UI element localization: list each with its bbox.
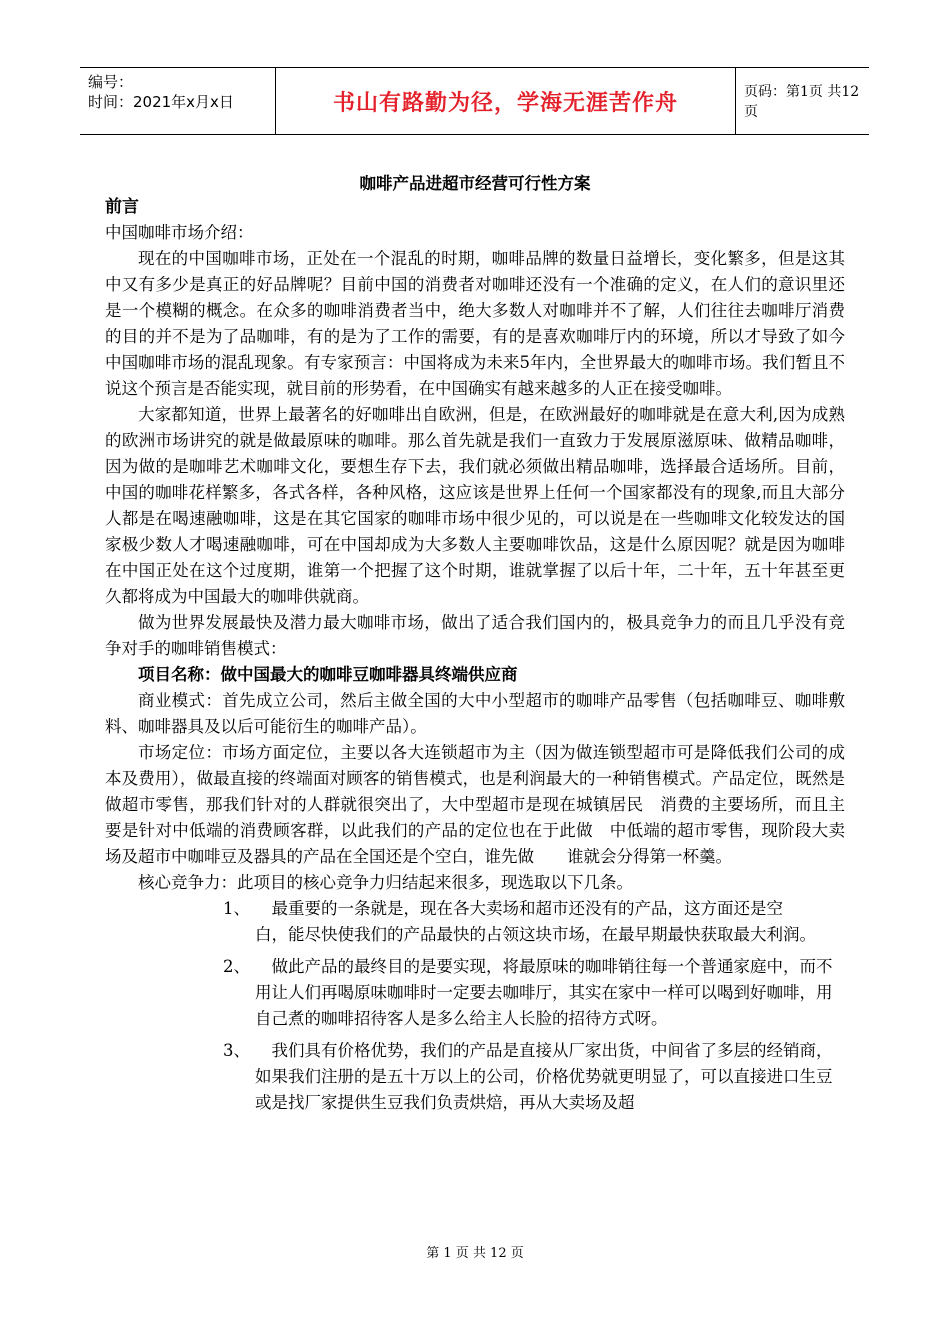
list-item-text: 我们具有价格优势，我们的产品是直接从厂家出货，中间省了多层的经销商，如果我们注册的是五十万以上的公司，价格优势就更明显了，可以直接进口生豆或是找厂家提供生豆我们负责烘焙，再从大卖场及超 xyxy=(255,1041,833,1112)
list-item-number: 3、 xyxy=(223,1041,250,1060)
document-body xyxy=(105,194,845,1122)
competence-list xyxy=(223,896,845,1116)
core-competence: 核心竞争力：此项目的核心竞争力归结起来很多，现选取以下几条。 xyxy=(138,873,633,892)
paragraph-2: 大家都知道，世界上最著名的好咖啡出自欧洲，但是，在欧洲最好的咖啡就是在意大利,因为成熟的欧洲市场讲究的就是做最原味的咖啡。那么首先就是我们一直致力于发展原滋原味、做精品咖啡，因为做的是咖啡艺术咖啡文化，要想生存下去，我们就必须做出精品咖啡，选择最合适场所。目前，中国的咖啡花样繁多，各式各样，各种风格，这应该是世界上任何一个国家都没有的现象,而且大部分人都是在喝速融咖啡，这是在其它国家的咖啡市场中很少见的，可以说是在一些咖啡文化较发达的国家极少数人才喝速融咖啡，可在中国却成为大多数人主要咖啡饮品，这是什么原因呢？就是因为咖啡在中国正处在这个过度期，谁第一个把握了这个时期，谁就掌握了以后十年，二十年，五十年甚至更久都将成为中国最大的咖啡供就商。 xyxy=(105,405,845,606)
document-title: 咖啡产品进超市经营可行性方案 xyxy=(359,174,591,193)
list-item-text: 做此产品的最终目的是要实现，将最原味的咖啡销往每一个普通家庭中，而不用让人们再喝原味咖啡时一定要去咖啡厅，其实在家中一样可以喝到好咖啡，用自己煮的咖啡招待客人是多么给主人长脸的招待方式呀。 xyxy=(255,957,833,1028)
page-header xyxy=(80,67,869,135)
business-model: 商业模式：首先成立公司，然后主做全国的大中小型超市的咖啡产品零售（包括咖啡豆、咖啡敷料、咖啡器具及以后可能衍生的咖啡产品）。 xyxy=(105,691,845,736)
header-meta xyxy=(80,68,276,134)
doc-number-label: 编号： xyxy=(88,73,134,91)
list-item xyxy=(223,1038,845,1116)
paragraph-3: 做为世界发展最快及潜力最大咖啡市场，做出了适合我们国内的，极具竞争力的而且几乎没有竞争对手的咖啡销售模式： xyxy=(105,613,845,658)
list-item-number: 2、 xyxy=(223,957,250,976)
list-item-text: 最重要的一条就是，现在各大卖场和超市还没有的产品，这方面还是空 xyxy=(271,899,783,918)
list-item xyxy=(223,954,845,1032)
list-item xyxy=(223,896,845,948)
intro-label: 中国咖啡市场介绍： xyxy=(105,223,254,242)
header-motto: 书山有路勤为径，学海无涯苦作舟 xyxy=(276,68,736,134)
paragraph-1: 现在的中国咖啡市场，正处在一个混乱的时期，咖啡品牌的数量日益增长，变化繁多，但是这其中又有多少是真正的好品牌呢？目前中国的消费者对咖啡还没有一个准确的定义，在人们的意识里还是一个模糊的概念。在众多的咖啡消费者当中，绝大多数人对咖啡并不了解，人们往往去咖啡厅消费的目的并不是为了品咖啡，有的是为了工作的需要，有的是喜欢咖啡厅内的环境，所以才导致了如今中国咖啡市场的混乱现象。有专家预言：中国将成为未来5年内，全世界最大的咖啡市场。我们暂且不说这个预言是否能实现，就目前的形势看，在中国确实有越来越多的人正在接受咖啡。 xyxy=(105,249,845,398)
list-item-number: 1、 xyxy=(223,899,250,918)
preface-heading: 前言 xyxy=(105,197,139,217)
market-position: 市场定位：市场方面定位，主要以各大连锁超市为主（因为做连锁型超市可是降低我们公司的成本及费用），做最直接的终端面对顾客的销售模式，也是利润最大的一种销售模式。产品定位，既然是做超市零售，那我们针对的人群就很突出了，大中型超市是现在城镇居民 消费的主要场所，而且主要是针对中低端的消费顾客群，以此我们的产品的定位也在于此做 中低端的超市零售，现阶段大卖场及超市中咖啡豆及器具的产品在全国还是个空白，谁先做 谁就会分得第一杯羹。 xyxy=(105,743,845,866)
project-name: 项目名称：做中国最大的咖啡豆咖啡器具终端供应商 xyxy=(138,665,518,684)
header-page-info: 页码：第1页 共12页 xyxy=(744,84,860,120)
doc-time-label: 时间：2021年x月x日 xyxy=(88,93,234,111)
page-footer: 第 1 页 共 12 页 xyxy=(426,1246,524,1261)
list-item-text-continued: 白，能尽快使我们的产品最快的占领这块市场，在最早期最快获取最大利润。 xyxy=(255,925,816,944)
